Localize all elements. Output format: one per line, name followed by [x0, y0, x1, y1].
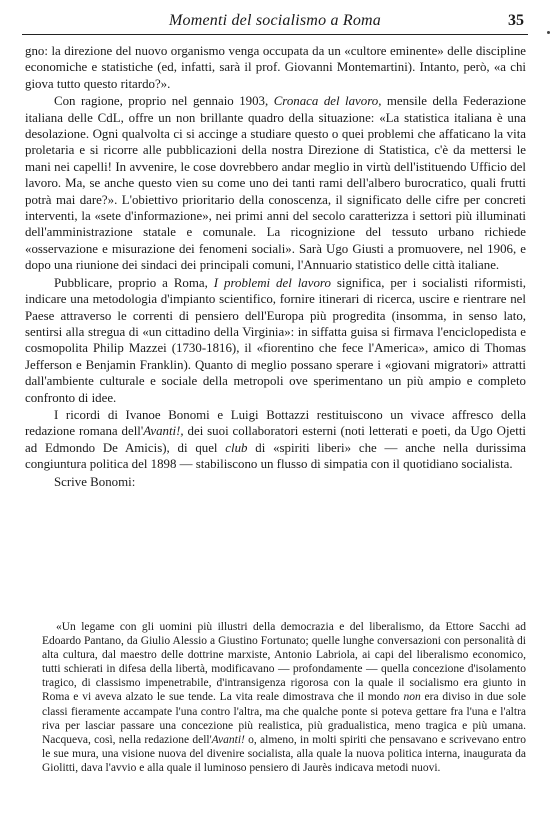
paragraph-text: Scrive Bonomi:: [54, 474, 136, 489]
page-number: 35: [508, 12, 524, 29]
paragraph-text: mensile della Federazione italiana delle CdL, offre un non brillante quadro della situazione: «La statistica italiana è una desolazione. Ogni qualvolta ci si accinge a studiare questo o quei problemi che affaticano la vita proletaria e si ricorre alle pubblicazioni della nostra Direzione di Statistica, c'è da mettersi le mani nei capelli! In avvenire, le cose dovrebbero andar meglio in virtù dell'istituendo Ufficio del lavoro. Ma, se anche questo vien su come uno dei tanti rami dell'albero burocratico, quali frutti potrà mai dare?». L'obiettivo prioritario della conoscenza, il significato delle cifre per concreti interventi, la «sete d'informazione», nei primi anni del secolo caratterizza i settori più illuminati dell'amministrazione statale e comunale. La ricognizione del tessuto urbano richiede «osservazione e misurazione dei fenomeni sociali». Sarà Ugo Giusti a promuovere, nel 1906, e dopo una riunione dei sindaci dei principali comuni, l'Annuario statistico delle città italiane.: [25, 94, 526, 273]
emphasis: non: [403, 691, 421, 704]
body-text: [25, 43, 526, 490]
paragraph-4: [25, 407, 526, 473]
paragraph-text: dei suoi collaboratori esterni (noti letterati e poeti, da Ugo Ojetti ad Edmondo De Amicis), di quel: [25, 424, 526, 455]
paragraph-text: I ricordi di Ivanoe Bonomi e Luigi Bottazzi restituiscono un vivace affresco della redazione romana dell': [25, 407, 526, 439]
paragraph-text: Con ragione, proprio nel gennaio 1903,: [54, 94, 274, 109]
journal-title: Cronaca del lavoro,: [273, 94, 382, 109]
running-head: [22, 4, 528, 35]
paragraph-text: gno: la direzione del nuovo organismo venga occupata da un «cultore eminente» delle discipline economiche e statistiche (ed, infatti, sarà il prof. Giovanni Montemartini). Intanto, però, «a chi giova tutto questo ritardo?».: [25, 44, 526, 91]
newspaper-title: Avanti!,: [143, 424, 184, 439]
quote-text: o, almeno, in molti spiriti che pensavano e scrivevano entro le sue mura, una visione nuova del divenire socialista, alla quale la nuova politica interna, inaugurata da Giolitti, dava l'avvio e alla quale il luminoso pensiero di Jaurès indicava metodi nuovi.: [42, 733, 526, 774]
paragraph-text: significa, per i socialisti riformisti, indicare una metodologia d'impianto scientifico, fornire itinerari di ricerca, uscire e rientrare nel Paese attraverso le correnti di pensiero dell'Europa più progredita (insomma, in senso lato, sentirsi alla stregua di «un cittadino della Virginia»: in siffatta guisa si firmava l'enciclopedista e cosmopolita Philip Mazzei (1730-1816), il «fiorentino che fece l'America», amico di Thomas Jefferson e Benjamin Franklin). Quanto di meglio possano sperare i «giovani migratori» attratti dall'ambiente culturale e sociale della metropoli ove sperimentano un più ampio e completo confronto di idee.: [25, 275, 526, 405]
block-quote: [42, 620, 526, 775]
italic-term: club: [225, 440, 248, 455]
paragraph-2: [25, 93, 526, 273]
quote-paragraph: [42, 620, 526, 775]
running-title: Momenti del socialismo a Roma: [169, 12, 381, 29]
newspaper-title: Avanti!: [211, 733, 245, 746]
quote-text: «Un legame con gli uomini più illustri della democrazia e del liberalismo, da Ettore Sacchi ad Edoardo Pantano, da Giulio Alessio a Giustino Fortunato; quelle lunghe conversazioni con personalità di alta cultura, dal maestro delle dottrine marxiste, Antonio Labriola, ai capi del liberalismo economico, tutti schierati in difesa della libertà, modificavano — profondamente — quella concezione d'isolamento tragico, di classismo impenetrabile, d'intransigenza rigorosa con la quale il socialismo era giunto in Roma e vi aveva alzato le sue tende. La vita reale dimostrava che il mondo: [42, 621, 526, 704]
paragraph-3: [25, 275, 526, 406]
quote-text: era diviso in due sole classi fieramente accampate l'una contro l'altra, ma che qualche ponte si poteva gettare fra l'una e l'altra riva per lasciar passare una concezione più realistica, più gradualistica, meno tragica e più umana. Nacqueva, così, nella redazione dell': [42, 691, 527, 746]
paragraph-text: di «spiriti liberi» che — anche nella durissima congiuntura politica del 1898 — stabiliscono un flusso di simpatia con il quotidiano socialista.: [25, 440, 526, 472]
journal-title: I problemi del lavoro: [213, 275, 331, 290]
paragraph-text: Pubblicare, proprio a Roma,: [54, 275, 214, 290]
paragraph-1: [25, 43, 526, 92]
paragraph-5: [25, 474, 526, 490]
